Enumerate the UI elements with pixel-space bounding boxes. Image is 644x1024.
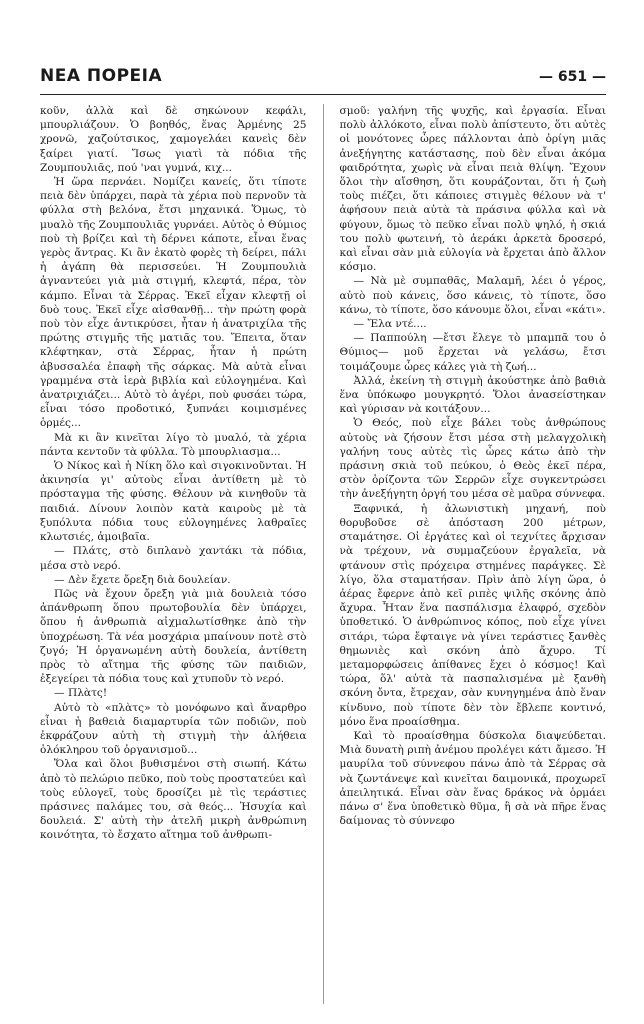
- dialogue-line: — Δὲν ἔχετε ὄρεξη διὰ δουλείαν.: [54, 573, 231, 586]
- paragraph: Μὰ κι ἂν κινεῖται λίγο τὸ μυαλό, τὰ χέρια πάντα κεντοῦν τὰ φύλλα. Τὸ μπουρλιασμα...: [40, 431, 307, 458]
- paragraph: Αὐτὸ τὸ «πλὰτς» τὸ μονόφωνο καὶ ἄναρθρο εἶναι ἡ βαθειὰ διαμαρτυρία τῶν ποδιῶν, ποὺ ἐκφράζουν αὐτὴ τὴ στιγμὴ τὴν ἀλήθεια ὁλόκληρου τοῦ ὀργανισμοῦ...: [40, 701, 307, 757]
- paragraph: Ἀλλά, ἐκείνη τὴ στιγμὴ ἀκούστηκε ἀπὸ βαθιὰ ἕνα ὑπόκωφο μουγκρητό. Ὅλοι ἀνασείστηκαν καὶ γύρισαν νὰ κοιτάξουν...: [339, 374, 606, 416]
- left-column: [40, 104, 307, 1004]
- paragraph: Ὅλα καὶ ὅλοι βυθισμένοι στὴ σιωπή. Κάτω ἀπὸ τὸ πελώριο πεῦκο, ποὺ τοὺς προστατεύει καὶ τοὺς εὐλογεῖ, τοὺς δροσίζει μὲ τὶς τεράστιες πράσινες παλάμες του, σὰ θεός... Ἡσυχία καὶ δουλειά. Σ' αὐτὴ τὴν ἀτελῆ μικρὴ ἀνθρώπινη κοινότητα, τὸ ἔσχατο αἴτημα τοῦ ἀνθρωπι-: [40, 758, 307, 842]
- dialogue-line: — Παππούλη —ἔτσι ἔλεγε τὸ μπαμπᾶ του ὁ Θύμιος— μοῦ ἔρχεται νὰ γελάσω, ἔτσι τοιμάζουμε ὧρες κάλες γιὰ τὴ ζωή...: [339, 332, 606, 373]
- column-divider: [323, 104, 324, 1004]
- journal-title: ΝΕΑ ΠΟΡΕΙΑ: [40, 66, 163, 86]
- dialogue-line: — Πλάτς, στὸ διπλανὸ χαντάκι τὰ πόδια, μέσα στὸ νερό.: [40, 545, 307, 572]
- paragraph: Ὁ Νίκος καὶ ἡ Νίκη ὅλο καὶ σιγοκινοῦνται. Ἡ ἀκινησία γι' αὐτοὺς εἶναι ἀντίθετη μὲ τὸ πρόσταγμα τῆς φύσης. Θέλουν νὰ κινηθοῦν τὰ παιδιά. Δίνουν λοιπὸν κατὰ καιροὺς μὲ τὰ ξυπόλυτα πόδια τους εὐλογημένες λαθραῖες κλωτσιές, ἀμοιβαῖα.: [40, 460, 307, 544]
- page-header: [40, 66, 606, 95]
- paragraph: κοῦν, ἀλλὰ καὶ δὲ σηκώνουν κεφάλι, μπουρλιάζουν. Ὁ βοηθός, ἕνας Ἀρμένης 25 χρονῶ, χαζούτσικος, χαμογελάει κανεὶς δὲν ξαίρει γιατί. Ἴσως γιατὶ τὰ πόδια τῆς Ζουμπουλιᾶς, πού 'ναι γυμνά, κιχ...: [40, 105, 307, 174]
- dialogue-line: — Νὰ μὲ συμπαθᾶς, Μαλαμῆ, λέει ὁ γέρος, αὐτὸ ποὺ κάνεις, ὅσο κάνεις, τὸ τίποτε, ὅσο κάνω, τὸ τίποτε, ὅσο κάνουμε ὅλοι, εἶναι «κάτι».: [339, 275, 606, 316]
- dialogue-line: — Ἔλα ντέ....: [353, 318, 427, 331]
- page-number: — 651 —: [539, 69, 606, 85]
- paragraph: Ἡ ὥρα περνάει. Νομίζει κανείς, ὅτι τίποτε πειὰ δὲν ὑπάρχει, παρὰ τὰ χέρια ποὺ περνοῦν τὰ φύλλα στὴ βελόνα, ἔτσι μηχανικά. Ὅμως, τὸ μυαλὸ τῆς Ζουμπουλιᾶς γυρνάει. Αὐτὸς ὁ Θύμιος ποὺ τὴ βρίζει καὶ τὴ δέρνει κάποτε, εἶναι ἕνας γερὸς ἄντρας. Κι ἂν ἑκατὸ φορὲς τὴ δείρει, πάλι ἡ ἀγάπη θὰ περισσεύει. Ἡ Ζουμπουλιὰ ἀγναντεύει γιὰ μιὰ στιγμή, κλεφτά, πέρα, τὸν κάμπο. Εἶναι τὰ Σέρρας. Ἐκεῖ εἶχαν κλεφτῇ οἱ δυὸ τους. Ἐκεῖ εἶχε αἰσθανθῇ... τὴν πρώτη φορὰ ποὺ τὸν εἶχε ἀντικρύσει, ἦταν ἡ ἀνατριχίλα τῆς πρώτης στιγμῆς τῆς ματιᾶς του. Ἔπειτα, ὅταν κλέφτηκαν, στὰ Σέρρας, ἦταν ἡ πρώτη ἀβυσσαλέα ἐπαφὴ τῆς σάρκας. Μὰ αὐτὰ εἶναι γραμμένα στὰ ἱερὰ βιβλία καὶ εὐλογημένα. Καὶ ἀνατριχιάζει... Αὐτὸ τὸ ἀγέρι, ποὺ φυσάει τώρα, εἶναι τόσο προδοτικό, ξυπνάει κοιμισμένες ὁρμές...: [40, 176, 307, 430]
- paragraph: Ξαφνικά, ἡ ἀλωνιστικὴ μηχανή, ποὺ θορυβοῦσε σὲ ἀπόσταση 200 μέτρων, σταμάτησε. Οἱ ἐργάτες καὶ οἱ τεχνίτες ἄρχισαν νὰ τρέχουν, νὰ συμμαζεύουν ἐργαλεῖα, νὰ φτάνουν στὶς πρόχειρα στημένες παράγκες. Σὲ λίγο, ὅλα σταματήσαν. Πρὶν ἀπὸ λίγη ὥρα, ὁ ἀέρας ἔφερνε ἀπὸ κεῖ ριπὲς ψιλῆς σκόνης ἀπὸ ἄχυρα. Ἦταν ἕνα πασπάλισμα ἐλαφρό, σχεδὸν ὑποθετικό. Ὁ ἀνθρώπινος κόπος, ποὺ εἶχε γίνει σιτάρι, τώρα ἔφταιγε νὰ γίνει τεράστιες ξανθὲς θημωνιὲς καὶ σκόνη ἀπὸ ἄχυρο. Τί μεταμορφώσεις ἀπίθανες ἔχει ὁ κόσμος! Καὶ τώρα, ὅλ' αὐτὰ τὰ πασπαλισμένα μὲ ξανθὴ σκόνη ὄντα, ἔτρεχαν, σὰν κυνηγημένα ἀπὸ ἕναν κίνδυνο, ποὺ τίποτε δὲν τὸν ἔβλεπε κοντινό, μόνο ἕνα προαίσθημα.: [339, 502, 606, 728]
- right-column: [340, 104, 607, 1004]
- paragraph: σμοῦ: γαλήνη τῆς ψυχῆς, καὶ ἐργασία. Εἶναι πολὺ ἀλλόκοτο, εἶναι πολὺ ἀπίστευτο, ὅτι αὐτὲς οἱ μονότονες ὧρες πάλλονται ἀπὸ ὀρίγη μιᾶς ἀνεξήγητης κατάστασης, ποὺ δὲν εἶναι ἀκόμα φαιδρότητα, χωρὶς νὰ εἶναι πειὰ θλίψη. Ἔχουν ὅλοι τὴν αἴσθηση, ὅτι κουράζονται, ὅτι ἡ ζωὴ τοὺς πιέζει, ὅτι κάποιες στιγμὲς θέλουν νὰ τ' ἀφήσουν πειὰ αὐτὰ τὰ πράσινα φύλλα καὶ νὰ φύγουν, ὅμως τὸ πεῦκο εἶναι πολὺ ψηλό, ἡ σκιά του πολὺ φωτεινή, τὸ ἀεράκι ἀρκετὰ δροσερό, καὶ εἶναι σὰν μιὰ εὐλογία νὰ ἔρχεται ἀπὸ ἄλλον κόσμο.: [339, 105, 606, 274]
- paragraph: Ὁ Θεός, ποὺ εἶχε βάλει τοὺς ἀνθρώπους αὐτοὺς νὰ ζήσουν ἔτσι μέσα στὴ μελαγχολικὴ γαλήνη τους αὐτὲς τὶς ὧρες κάτω ἀπὸ τὴν πράσινη σκιὰ τοῦ πεύκου, ὁ Θεὸς ἐκεῖ πέρα, στὸν ὁρίζοντα τῶν Σερρῶν εἶχε συγκεντρώσει τὴν ἀνεξήγητη ὀργή του μέσα σὲ μαῦρα σύννεφα.: [339, 417, 606, 501]
- paragraph: Καὶ τὸ προαίσθημα δύσκολα διαψεύδεται. Μιὰ δυνατὴ ριπὴ ἀνέμου προλέγει κάτι ἄμεσο. Ἡ μαυρίλα τοῦ σύννεφου πάνω ἀπὸ τὰ Σέρρας σὰ νὰ ζωντάνεψε καὶ κινεῖται δαιμονικά, προχωρεῖ ἀπειλητικά. Εἶναι σὰν ἕνας δράκος νὰ ὁρμάει πάνω σ' ἕνα ὑποθετικὸ θῦμα, ἢ σὰ νὰ πῆρε ἕνας δαίμονας τὸ σύννεφο: [339, 729, 606, 828]
- paragraph: Πῶς νὰ ἔχουν ὄρεξη γιὰ μιὰ δουλειὰ τόσο ἀπάνθρωπη ὅπου πρωτοβουλία δὲν ὑπάρχει, ὅπου ἡ ἀνθρωπιὰ αἰχμαλωτίσθηκε ἀπὸ τὴν ὑποχρέωση. Τὰ νέα μοσχάρια μπαίνουν ποτὲ στὸ ζυγό; Ἡ ὀργανωμένη αὐτὴ δουλεία, ἀντίθετη πρὸς τὸ αἴτημα τῆς φύσης τῶν παιδιῶν, ἐξεγείρει τὰ πόδια τους καὶ χτυποῦν τὸ νερό.: [40, 587, 307, 686]
- dialogue-line: — Πλὰτς!: [54, 687, 108, 700]
- text-columns: [40, 104, 606, 1004]
